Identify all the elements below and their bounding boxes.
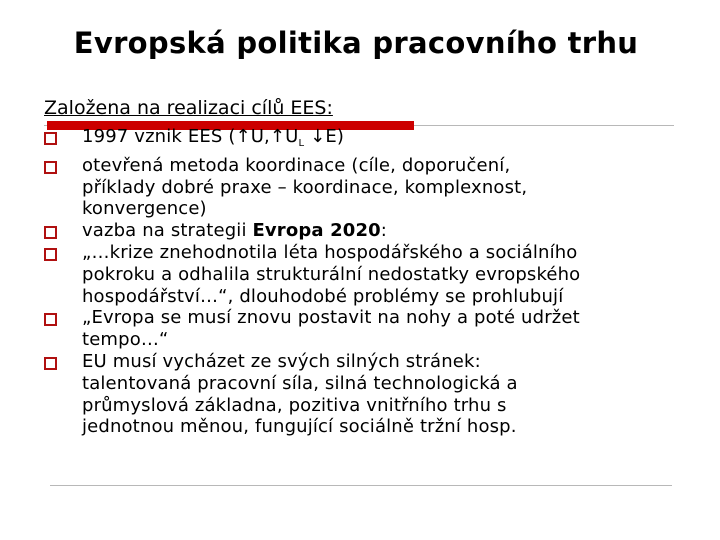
bullet-line: příklady dobré praxe – koordinace, komplexnost, xyxy=(82,176,528,198)
slide-title: Evropská politika pracovního trhu xyxy=(73,26,639,60)
hollow-square-bullet-icon xyxy=(44,313,57,326)
hollow-square-bullet-icon xyxy=(44,248,57,261)
bullet-text: : xyxy=(380,220,388,242)
bullet-line: hospodářství…“, dlouhodobé problémy se prohlubují xyxy=(82,285,564,307)
bullet-line: průmyslová základna, pozitiva vnitřního trhu s xyxy=(82,394,507,416)
strategy-name: Evropa 2020 xyxy=(252,220,381,242)
hollow-square-bullet-icon xyxy=(44,226,57,239)
subscript-text: L xyxy=(298,138,305,149)
bullet-line: talentovaná pracovní síla, silná technologická a xyxy=(82,372,518,394)
bullet-line: otevřená metoda koordinace (cíle, doporučení, xyxy=(82,154,511,176)
bullet-line: „Evropa se musí znovu postavit na nohy a poté udržet xyxy=(82,307,580,329)
hollow-square-bullet-icon xyxy=(44,132,57,145)
bullet-line: jednotnou měnou, fungující sociálně tržní hosp. xyxy=(82,416,517,438)
bottom-divider-line xyxy=(50,485,672,486)
bullet-line: pokroku a odhalila strukturální nedostatky evropského xyxy=(82,263,581,285)
list-item xyxy=(44,242,684,307)
bullet-line xyxy=(82,126,684,155)
bullet-line: konvergence) xyxy=(82,198,207,220)
hollow-square-bullet-icon xyxy=(44,357,57,370)
bullet-text: 1997 vznik EES (↑U,↑U xyxy=(82,126,299,147)
bullet-text: ↓E) xyxy=(304,126,345,147)
list-item xyxy=(44,307,684,351)
list-item xyxy=(44,126,684,155)
bullet-line: „…krize znehodnotila léta hospodářského a sociálního xyxy=(82,241,578,263)
bullet-line xyxy=(82,220,684,242)
bullet-list xyxy=(44,126,684,438)
list-item xyxy=(44,220,684,242)
hollow-square-bullet-icon xyxy=(44,161,57,174)
list-item xyxy=(44,351,684,438)
list-item xyxy=(44,155,684,220)
bullet-line: EU musí vycházet ze svých silných stránek: xyxy=(82,350,481,372)
bullet-line: tempo…“ xyxy=(82,329,169,351)
intro-heading: Založena na realizaci cílů EES: xyxy=(44,97,333,119)
bullet-text: vazba na strategii xyxy=(82,220,253,242)
